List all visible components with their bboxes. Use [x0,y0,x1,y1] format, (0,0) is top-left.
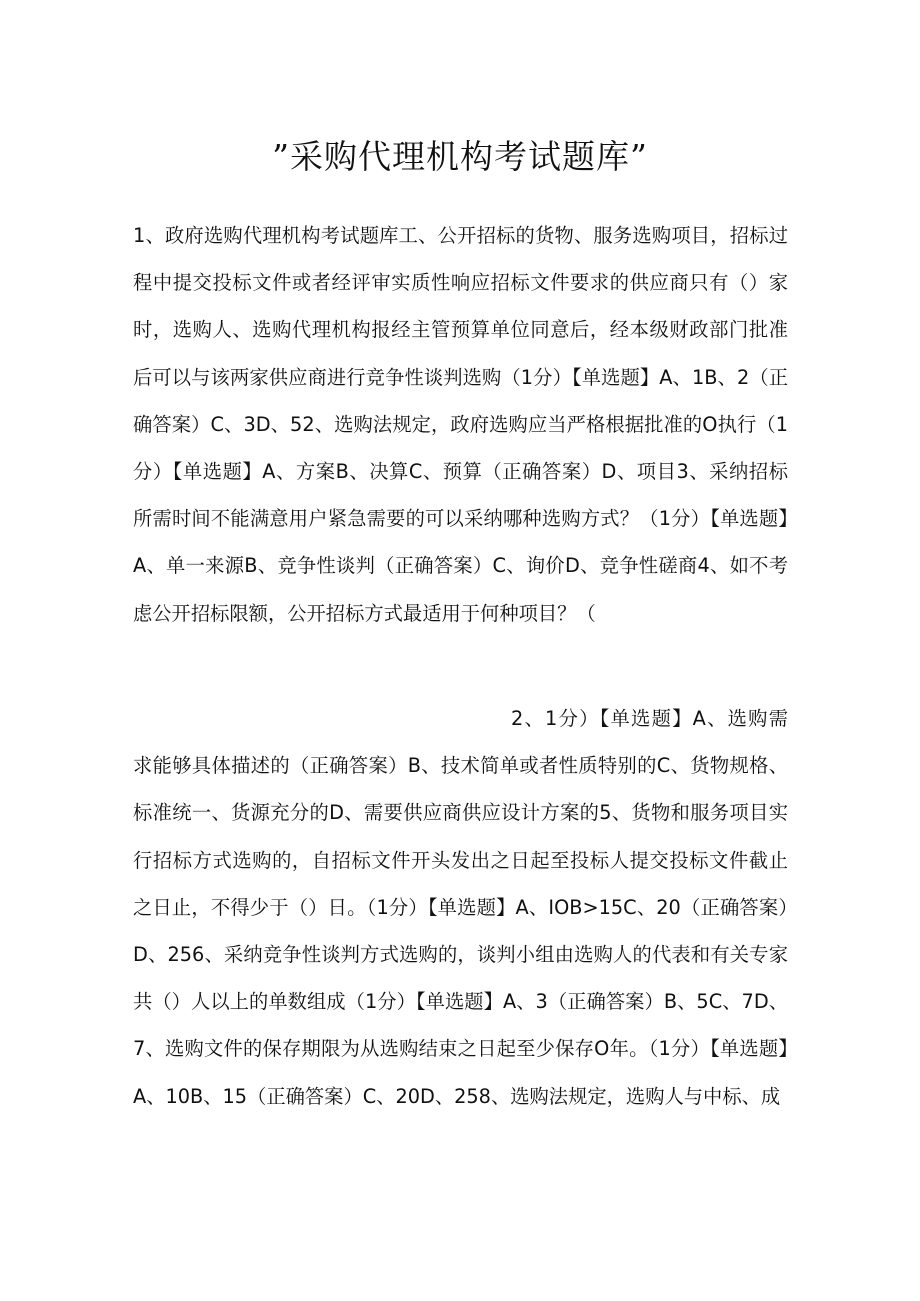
question-paragraph-2: 2、1分）【单选题】A、选购需求能够具体描述的（正确答案）B、技术简单或者性质特别的C、货物规格、标准统一、货源充分的D、需要供应商供应设计方案的5、货物和服务项目实行招标方式选购的，自招标文件开头发出之日起至投标人提交投标文件截止之日止，不得少于（）日。（1分）【单选题】A、IOB>15C、20（正确答案）D、256、采纳竞争性谈判方式选购的，谈判小组由选购人的代表和有关专家共（）人以上的单数组成（1分）【单选题】A、3（正确答案）B、5C、7D、7、选购文件的保存期限为从选购结束之日起至少保存O年。（1分）【单选题】A、10B、15（正确答案）C、20D、258、选购法规定，选购人与中标、成 [133,707,788,1108]
question-paragraph-1: 1、政府选购代理机构考试题库工、公开招标的货物、服务选购项目，招标过程中提交投标文件或者经评审实质性响应招标文件要求的供应商只有（）家时，选购人、选购代理机构报经主管预算单位同意后，经本级财政部门批准后可以与该两家供应商进行竞争性谈判选购（1分）【单选题】A、1B、2（正确答案）C、3D、52、选购法规定，政府选购应当严格根据批准的O执行（1分）【单选题】A、方案B、决算C、预算（正确答案）D、项目3、采纳招标所需时间不能满意用户紧急需要的可以采纳哪种选购方式？（1分）【单选题】A、单一来源B、竞争性谈判（正确答案）C、询价D、竞争性磋商4、如不考虑公开招标限额，公开招标方式最适用于何种项目？（ [133,224,788,625]
document-title: ”采购代理机构考试题库” [272,137,648,176]
